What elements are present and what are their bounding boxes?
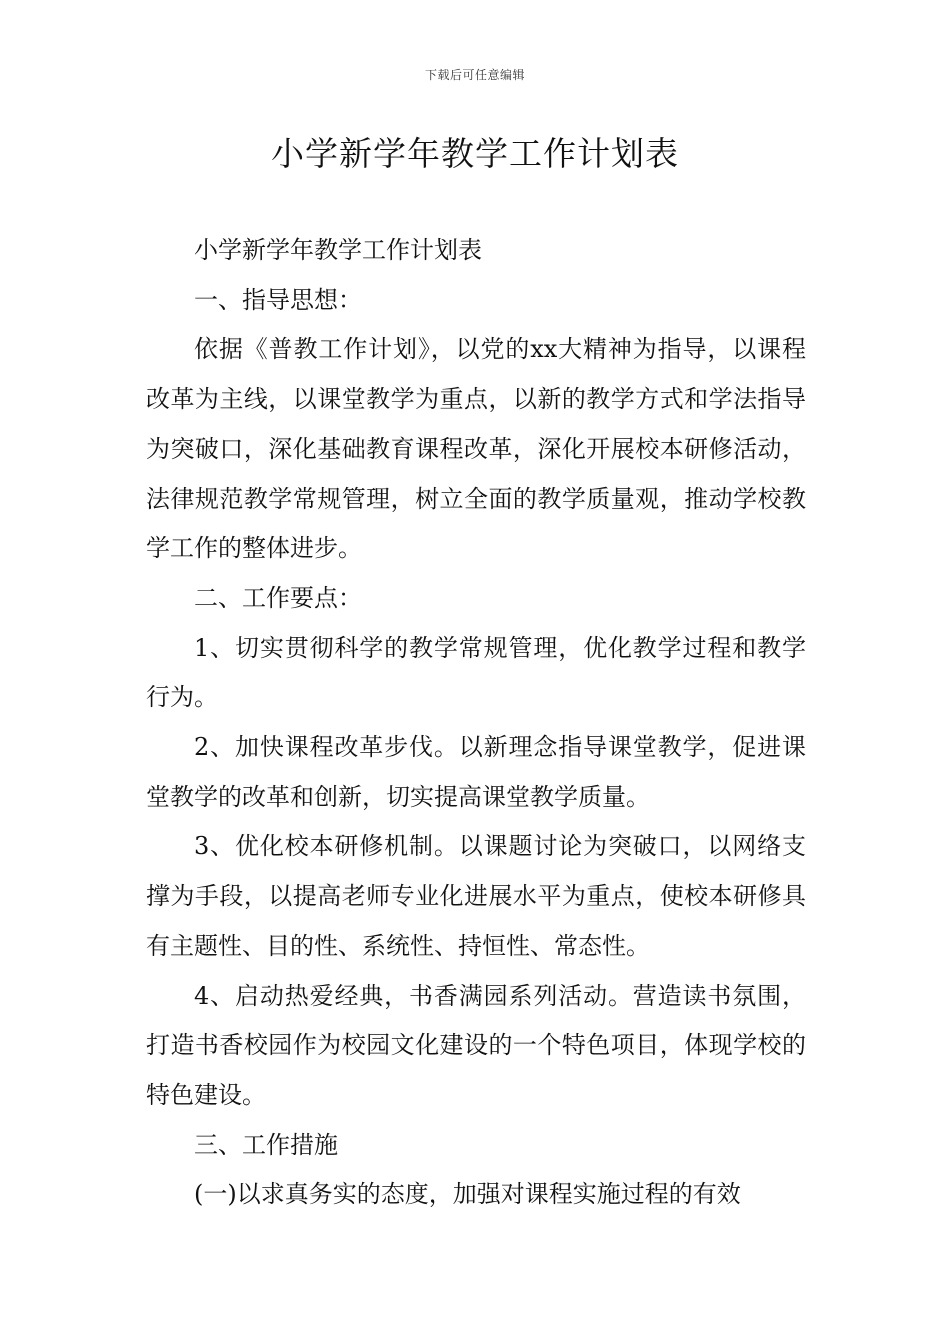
paragraph-heading-guiding-ideology: 一、指导思想： — [194, 285, 362, 314]
paragraph-work-point-2: 2、加快课程改革步伐。以新理念指导课堂教学，促进课堂教学的改革和创新，切实提高课堂教学质量。 — [146, 733, 806, 811]
document-body — [146, 226, 806, 1220]
paragraph-guiding-ideology: 依据《普教工作计划》，以党的xx大精神为指导，以课程改革为主线，以课堂教学为重点，以新的教学方式和学法指导为突破口，深化基础教育课程改革，深化开展校本研修活动，法律规范教学常规管理，树立全面的教学质量观，推动学校教学工作的整体进步。 — [146, 335, 806, 563]
paragraph-measure-1: (一)以求真务实的态度，加强对课程实施过程的有效 — [194, 1180, 741, 1209]
paragraph-subtitle: 小学新学年教学工作计划表 — [194, 236, 482, 264]
paragraph-work-point-3: 3、优化校本研修机制。以课题讨论为突破口，以网络支撑为手段，以提高老师专业化进展水平为重点，使校本研修具有主题性、目的性、系统性、持恒性、常态性。 — [146, 832, 806, 960]
paragraph-work-point-4: 4、启动热爱经典，书香满园系列活动。营造读书氛围，打造书香校园作为校园文化建设的一个特色项目，体现学校的特色建设。 — [146, 981, 806, 1109]
paragraph-heading-work-measures: 三、工作措施 — [194, 1130, 338, 1159]
paragraph-heading-work-points: 二、工作要点： — [194, 583, 362, 612]
paragraph-work-point-1: 1、切实贯彻科学的教学常规管理，优化教学过程和教学行为。 — [146, 633, 806, 712]
document-title: 小学新学年教学工作计划表 — [271, 134, 679, 173]
header-note: 下载后可任意编辑 — [424, 68, 525, 82]
